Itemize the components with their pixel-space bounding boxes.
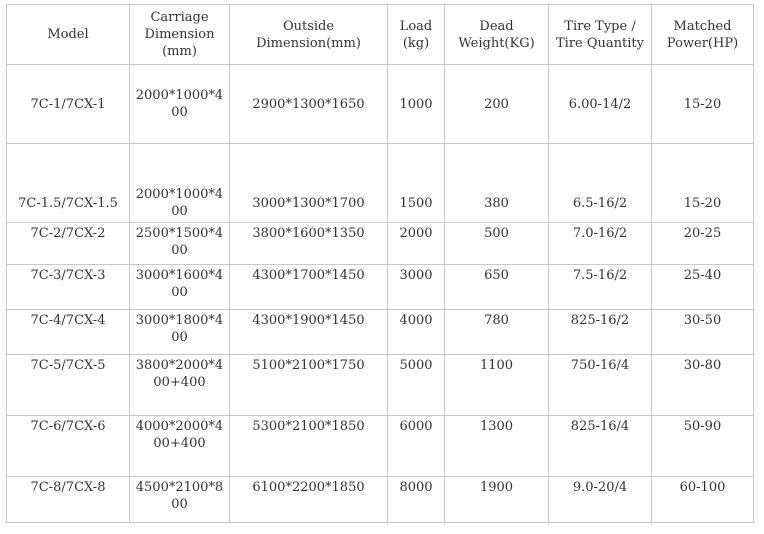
tire-cell: 7.5-16/2 [549, 265, 652, 310]
model-cell: 7C-3/7CX-3 [7, 265, 130, 310]
carriage-cell: 4500*2100*800 [130, 477, 230, 523]
header-outside-dimension: Outside Dimension(mm) [230, 5, 388, 65]
load-cell: 2000 [388, 223, 445, 265]
load-cell: 1000 [388, 65, 445, 144]
dead-weight-cell: 780 [445, 310, 549, 355]
table-row [7, 355, 754, 416]
carriage-cell: 3000*1600*400 [130, 265, 230, 310]
load-cell: 5000 [388, 355, 445, 416]
model-cell: 7C-6/7CX-6 [7, 416, 130, 477]
carriage-cell: 2500*1500*400 [130, 223, 230, 265]
model-cell: 7C-5/7CX-5 [7, 355, 130, 416]
specifications-table [6, 4, 754, 523]
header-load: Load (kg) [388, 5, 445, 65]
dead-weight-cell: 1300 [445, 416, 549, 477]
outside-cell: 3000*1300*1700 [230, 144, 388, 223]
load-cell: 1500 [388, 144, 445, 223]
outside-cell: 2900*1300*1650 [230, 65, 388, 144]
tire-cell: 750-16/4 [549, 355, 652, 416]
table-row [7, 223, 754, 265]
model-cell: 7C-8/7CX-8 [7, 477, 130, 523]
header-model: Model [7, 5, 130, 65]
tire-cell: 7.0-16/2 [549, 223, 652, 265]
outside-cell: 3800*1600*1350 [230, 223, 388, 265]
outside-cell: 5100*2100*1750 [230, 355, 388, 416]
power-cell: 15-20 [652, 144, 754, 223]
power-cell: 30-80 [652, 355, 754, 416]
table-row [7, 477, 754, 523]
table-row [7, 265, 754, 310]
model-cell: 7C-2/7CX-2 [7, 223, 130, 265]
carriage-cell: 3000*1800*400 [130, 310, 230, 355]
table-row [7, 65, 754, 144]
model-cell: 7C-1.5/7CX-1.5 [7, 144, 130, 223]
tire-cell: 9.0-20/4 [549, 477, 652, 523]
carriage-cell: 2000*1000*400 [130, 65, 230, 144]
dead-weight-cell: 500 [445, 223, 549, 265]
table-row [7, 416, 754, 477]
load-cell: 3000 [388, 265, 445, 310]
power-cell: 60-100 [652, 477, 754, 523]
dead-weight-cell: 200 [445, 65, 549, 144]
power-cell: 25-40 [652, 265, 754, 310]
load-cell: 4000 [388, 310, 445, 355]
table-row [7, 310, 754, 355]
header-dead-weight: Dead Weight(KG) [445, 5, 549, 65]
dead-weight-cell: 380 [445, 144, 549, 223]
tire-cell: 825-16/4 [549, 416, 652, 477]
header-tire-type: Tire Type / Tire Quantity [549, 5, 652, 65]
load-cell: 6000 [388, 416, 445, 477]
carriage-cell: 2000*1000*400 [130, 144, 230, 223]
header-carriage-dimension: Carriage Dimension (mm) [130, 5, 230, 65]
outside-cell: 6100*2200*1850 [230, 477, 388, 523]
dead-weight-cell: 1900 [445, 477, 549, 523]
dead-weight-cell: 650 [445, 265, 549, 310]
tire-cell: 6.5-16/2 [549, 144, 652, 223]
power-cell: 50-90 [652, 416, 754, 477]
power-cell: 20-25 [652, 223, 754, 265]
tire-cell: 6.00-14/2 [549, 65, 652, 144]
dead-weight-cell: 1100 [445, 355, 549, 416]
model-cell: 7C-1/7CX-1 [7, 65, 130, 144]
carriage-cell: 4000*2000*400+400 [130, 416, 230, 477]
outside-cell: 4300*1700*1450 [230, 265, 388, 310]
model-cell: 7C-4/7CX-4 [7, 310, 130, 355]
carriage-cell: 3800*2000*400+400 [130, 355, 230, 416]
table-row [7, 144, 754, 223]
load-cell: 8000 [388, 477, 445, 523]
power-cell: 30-50 [652, 310, 754, 355]
header-row [7, 5, 754, 65]
header-matched-power: Matched Power(HP) [652, 5, 754, 65]
tire-cell: 825-16/2 [549, 310, 652, 355]
power-cell: 15-20 [652, 65, 754, 144]
outside-cell: 4300*1900*1450 [230, 310, 388, 355]
outside-cell: 5300*2100*1850 [230, 416, 388, 477]
